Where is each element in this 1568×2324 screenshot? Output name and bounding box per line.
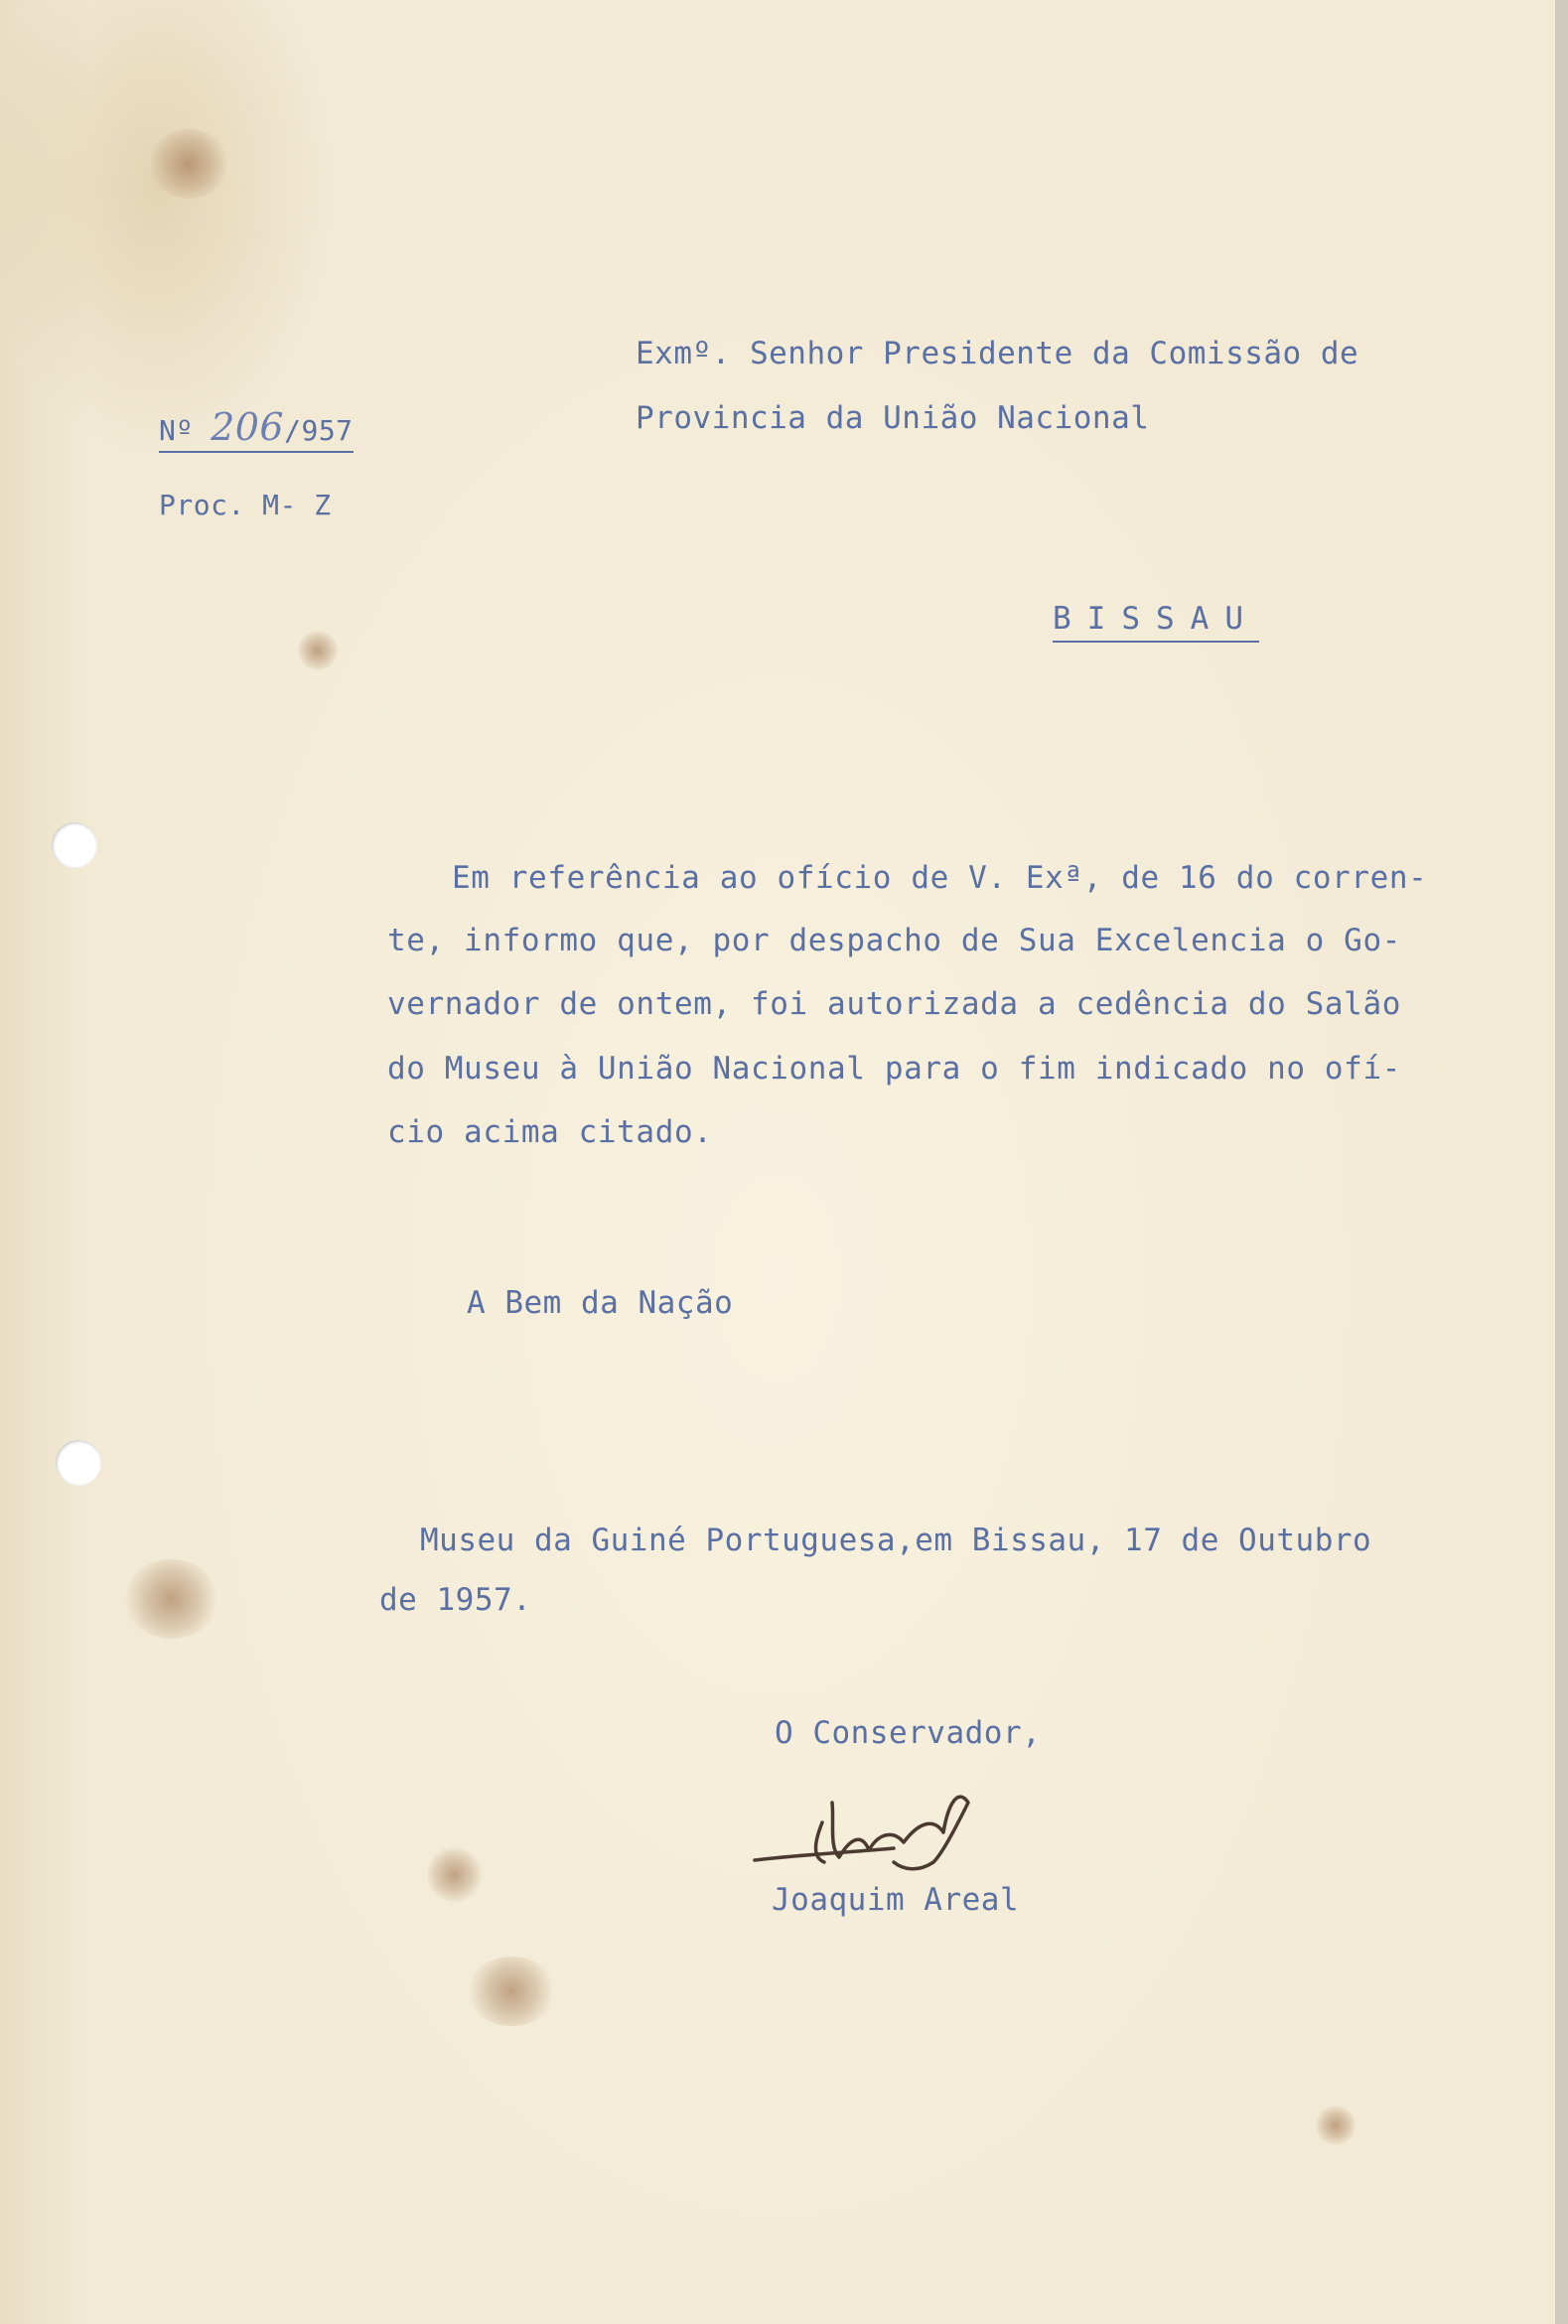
body-line-5: cio acima citado. <box>387 1114 713 1150</box>
paper-stain <box>298 631 338 670</box>
scan-edge <box>1555 0 1568 2324</box>
punch-hole-top <box>52 822 97 868</box>
handwritten-signature <box>745 1763 1023 1882</box>
city-underlined: BISSAU <box>1053 601 1259 643</box>
body-line-2: te, informo que, por despacho de Sua Excelencia o Go- <box>387 923 1401 958</box>
addressee-line-1: Exmº. Senhor Presidente da Comissão de <box>636 336 1359 371</box>
body-line-4: do Museu à União Nacional para o fim indicado no ofí- <box>387 1051 1401 1087</box>
paper-stain <box>1316 2106 1355 2145</box>
body-line-3: vernador de ontem, foi autorizada a cedência do Salão <box>387 986 1401 1022</box>
place-date-line-1: Museu da Guiné Portuguesa,em Bissau, 17 de Outubro <box>420 1523 1372 1558</box>
handwritten-number: 206 <box>211 405 285 449</box>
reference-number <box>159 405 354 449</box>
process-reference: Proc. M- Z <box>159 489 332 521</box>
paper-stain <box>467 1957 556 2026</box>
paper-stain <box>149 129 228 199</box>
number-prefix: Nº <box>159 414 194 447</box>
body-line-1: Em referência ao ofício de V. Exª, de 16 do corren- <box>452 860 1428 896</box>
signer-name: Joaquim Areal <box>772 1882 1020 1918</box>
signer-title: O Conservador, <box>775 1715 1042 1751</box>
reference-number-underlined <box>159 405 354 453</box>
number-year: /957 <box>284 414 354 447</box>
paper-stain <box>124 1559 218 1639</box>
punch-hole-bottom <box>56 1440 101 1486</box>
place-date-line-2: de 1957. <box>379 1582 532 1618</box>
addressee-line-2: Provincia da União Nacional <box>636 400 1150 436</box>
closing-salutation: A Bem da Nação <box>467 1285 734 1321</box>
addressee-city <box>1053 601 1259 637</box>
paper-stain <box>427 1847 482 1902</box>
